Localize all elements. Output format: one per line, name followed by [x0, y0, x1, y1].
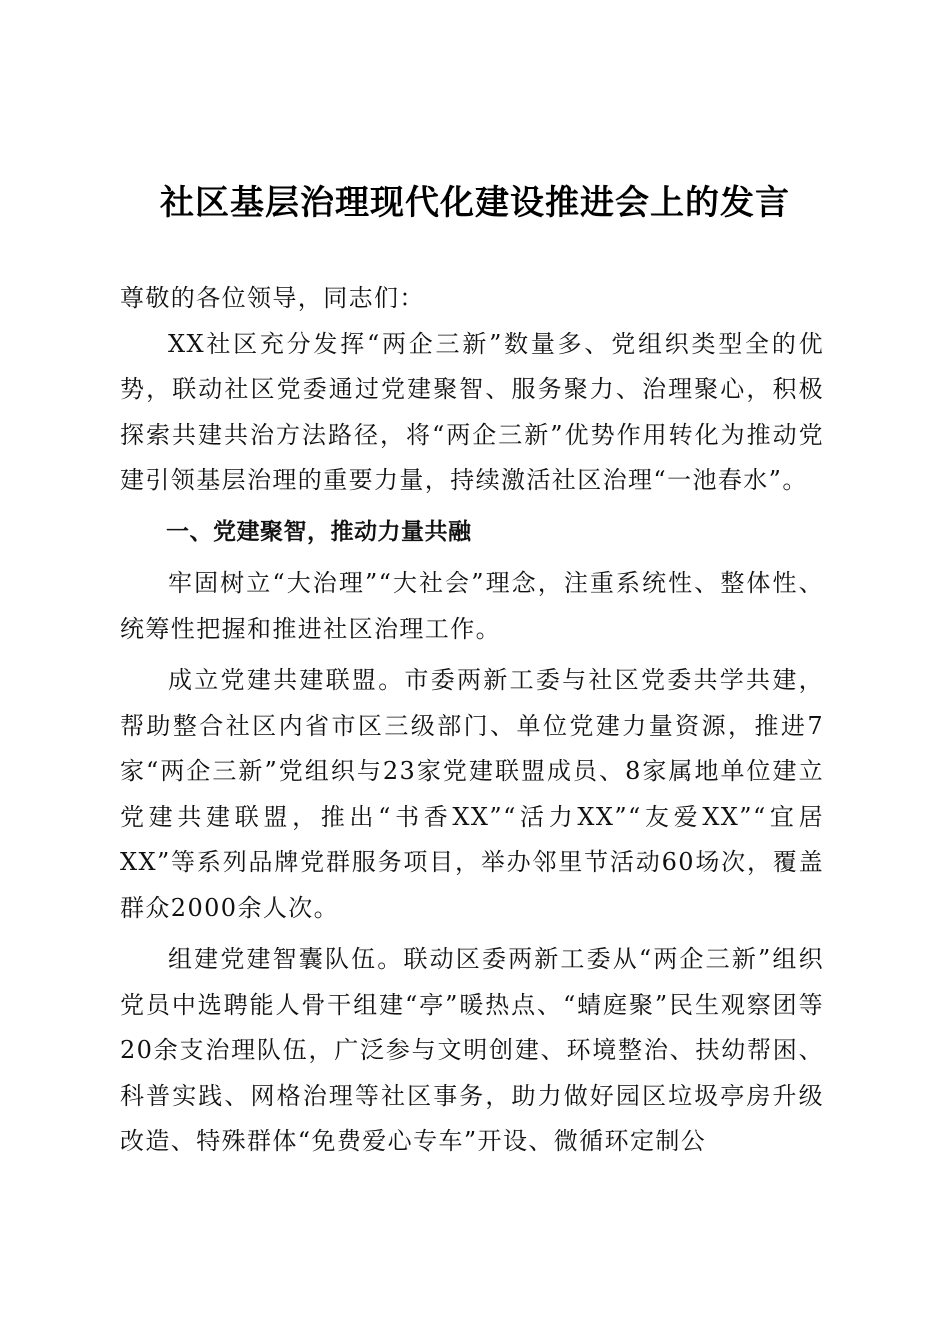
document-title: 社区基层治理现代化建设推进会上的发言	[160, 183, 790, 223]
section-paragraph: 成立党建共建联盟。市委两新工委与社区党委共学共建，帮助整合社区内省市区三级部门、单位党建力量资源，推进7家“两企三新”党组织与23家党建联盟成员、8家属地单位建立党建共建联盟，推出“书香XX”“活力XX”“友爱XX”“宜居XX”等系列品牌党群服务项目，举办邻里节活动60场次，覆盖群众2000余人次。	[120, 666, 824, 922]
salutation: 尊敬的各位领导，同志们：	[120, 284, 425, 312]
document-body	[120, 276, 824, 1165]
intro-paragraph: XX社区充分发挥“两企三新”数量多、党组织类型全的优势，联动社区党委通过党建聚智、服务聚力、治理聚心，积极探索共建共治方法路径，将“两企三新”优势作用转化为推动党建引领基层治理的重要力量，持续激活社区治理“一池春水”。	[120, 329, 824, 494]
section-heading: 一、党建聚智，推动力量共融	[166, 518, 472, 545]
section-paragraph: 牢固树立“大治理”“大社会”理念，注重系统性、整体性、统筹性把握和推进社区治理工作。	[120, 569, 824, 643]
section-paragraph: 组建党建智囊队伍。联动区委两新工委从“两企三新”组织党员中选聘能人骨干组建“亭”暖热点、“蜻庭聚”民生观察团等20余支治理队伍，广泛参与文明创建、环境整治、扶幼帮困、科普实践、网格治理等社区事务，助力做好园区垃圾亭房升级改造、特殊群体“免费爱心专车”开设、微循环定制公	[120, 945, 824, 1155]
